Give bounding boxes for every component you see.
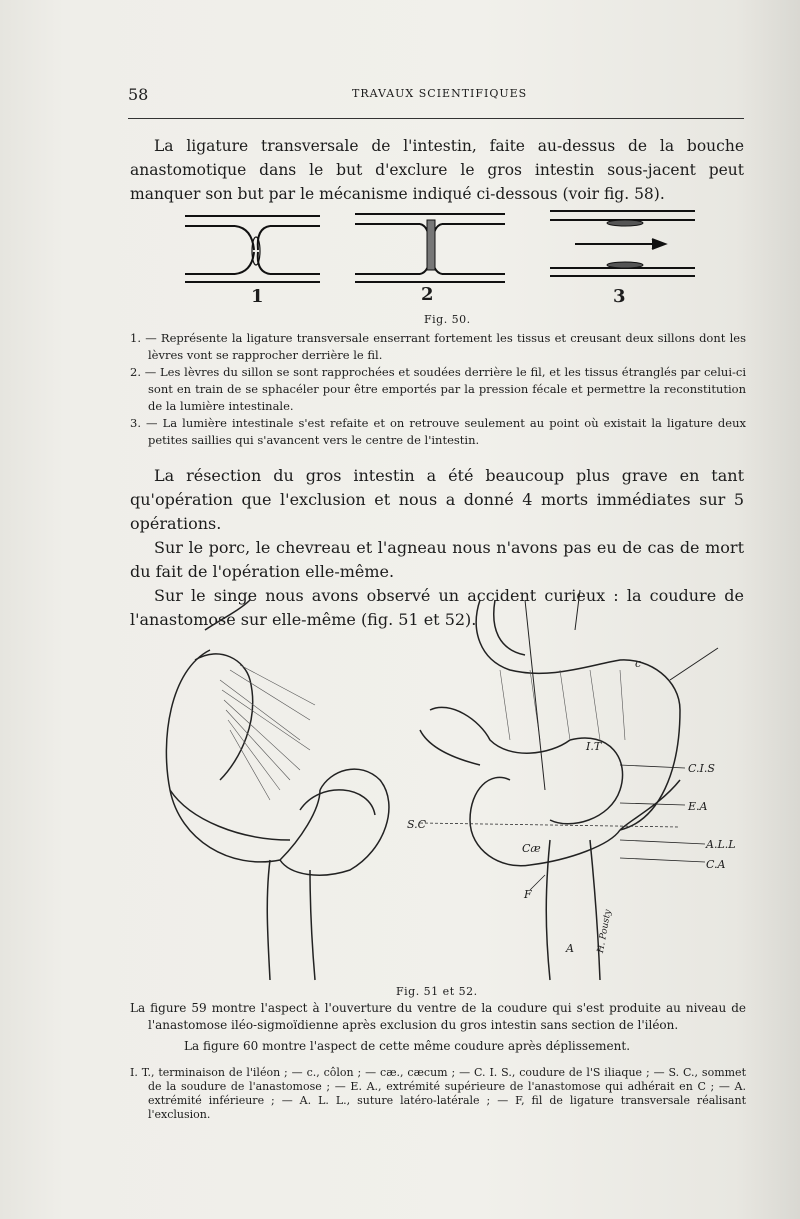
figure-51-52-caption: Fig. 51 et 52. <box>396 985 478 998</box>
abbreviations-text: I. T., terminaison de l'iléon ; — c., côlon ; — cæ., cæcum ; — C. I. S., coudure de l'S iliaque ; — S. C., sommet de la soudure de l'anastomose ; — E. A., extrémité supérieure de l'anastomose qui adhérait en C ; — A. extrémité inférieure ; — A. L. L., suture latéro-latérale ; — F, fil de ligature transversale réalisant l'exclusion. <box>130 1066 746 1121</box>
legend-fig-59: La figure 59 montre l'aspect à l'ouverture du ventre de la coudure qui s'est produite au niveau de l'anastomose iléo-sigmoïdienne après exclusion du gros intestin sans section de l'iléon. <box>130 1001 746 1032</box>
page-number: 58 <box>128 85 149 104</box>
figure-51-52-legend <box>130 1000 746 1055</box>
artist-signature: H. Pousty <box>596 908 614 954</box>
intro-text: La ligature transversale de l'intestin, faite au-dessus de la bouche anastomotique dans le but d'exclure le gros intestin sous-jacent peut manquer son but par le mécanisme indiqué ci-dessous (voir fig. 58). <box>130 137 744 203</box>
header-rule <box>128 118 744 119</box>
paragraph-porc: Sur le porc, le chevreau et l'agneau nous n'avons pas eu de cas de mort du fait de l'opération elle-même. <box>130 538 744 581</box>
figure-50-diagram-3 <box>550 211 695 276</box>
figure-50-label-3: 3 <box>613 286 626 307</box>
figure-52-drawing <box>420 590 718 980</box>
figure-51-52-abbreviations <box>130 1066 746 1122</box>
figure-50-note-2: 2. — Les lèvres du sillon se sont rapprochées et soudées derrière le fil, et les tissus étranglés par celui-ci sont en train de se sphacéler pour être emportés par la pression fécale et permettre la reconstitution de la lumière intestinale. <box>130 365 746 413</box>
legend-fig-60: La figure 60 montre l'aspect de cette même coudure après déplissement. <box>184 1039 631 1053</box>
label-ea: E.A <box>688 800 708 813</box>
label-sc: S.C <box>407 818 427 831</box>
paragraph-singe: Sur le singe nous avons observé un accident curieux : la coudure de l'anastomose sur elle-même (fig. 51 et 52). <box>130 586 744 629</box>
label-cis: C.I.S <box>688 762 715 775</box>
paragraph-resection: La résection du gros intestin a été beaucoup plus grave en tant qu'opération que l'exclusion et nous a donné 4 morts immédiates sur 5 opérations. <box>130 466 744 533</box>
figure-50-note-1: 1. — Représente la ligature transversale enserrant fortement les tissus et creusant deux sillons dont les lèvres vont se rapprocher derrière le fil. <box>130 331 746 362</box>
label-ca: C.A <box>706 858 726 871</box>
figure-50-diagram-1 <box>185 216 320 282</box>
figure-50-notes <box>130 330 746 449</box>
label-c: c <box>635 657 642 670</box>
label-f: F <box>524 888 532 901</box>
label-all: A.L.L <box>706 838 736 851</box>
figure-50-caption: Fig. 50. <box>424 313 471 326</box>
running-title: TRAVAUX SCIENTIFIQUES <box>352 87 528 100</box>
figure-50-label-1: 1 <box>251 286 264 307</box>
figure-50-label-2: 2 <box>421 284 434 305</box>
figure-51-drawing <box>166 600 389 980</box>
figure-51-52 <box>150 590 730 1000</box>
label-cae: Cæ <box>522 842 541 855</box>
figure-50-note-3: 3. — La lumière intestinale s'est refaite et on retrouve seulement au point où existait la ligature deux petites saillies qui s'avancent vers le centre de l'intestin. <box>130 416 746 447</box>
label-it: I.T <box>586 740 602 753</box>
intro-paragraph <box>130 134 744 206</box>
label-a: A <box>566 942 574 955</box>
figure-50-diagram-2 <box>355 214 505 282</box>
figure-dashed-line <box>420 823 680 827</box>
